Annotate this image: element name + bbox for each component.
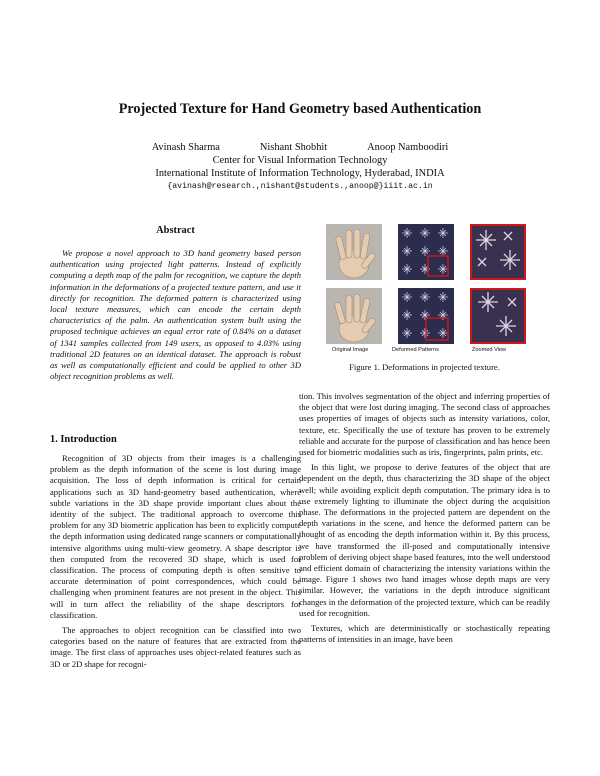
right-column-body bbox=[299, 391, 550, 649]
introduction-body bbox=[50, 453, 301, 674]
zoomed-view-image bbox=[470, 224, 526, 280]
intro-paragraph: Recognition of 3D objects from their images is a challenging problem as the depth information of the scene is lost during image acquisition. The loss of depth information is critical for certain applications such as 3D hand-geometry based authentication, where subtle variations in the 3D shape provide important clues about the identity of the subject. The traditional approach to overcome this problem for any 3D biometric application has been to explicitly compute the depth information using dedicated range scanners or computationally intensive algorithms using multi-view geometry. A shape descriptor is then computed from the recovered 3D shape, which is used for classification. The process of computing depth is often sensitive to accurate determination of point correspondences, which could be challenging when prominent features are not present in the object. This will in turn affect the reliability of the shape descriptors for classification. bbox=[50, 453, 301, 620]
introduction-heading: 1. Introduction bbox=[50, 434, 117, 445]
author-name: Avinash Sharma bbox=[151, 142, 220, 153]
body-paragraph: tion. This involves segmentation of the object and inferring properties of the object that were lost during imaging. The second class of approaches uses properties of images of objects such as intensity variations, color, texture, etc. Specifically the use of texture has proven to be extremely reliable and accurate for the purpose of classification and has hence been used for biometric modalities such as iris, fingerprints, palm prints, etc. bbox=[299, 391, 550, 458]
figure-label: Deformed Patterns bbox=[392, 347, 439, 353]
figure-label: Zoomed View bbox=[472, 347, 507, 353]
zoomed-view-image bbox=[470, 288, 526, 344]
author-emails: {avinash@research.,nishant@students.,anoop@}iiit.ac.in bbox=[167, 182, 433, 191]
paper-title: Projected Texture for Hand Geometry based Authentication bbox=[118, 101, 482, 117]
deformed-pattern-image bbox=[398, 224, 454, 280]
abstract-heading: Abstract bbox=[156, 225, 195, 236]
affiliation-institute: International Institute of Information Technology, Hyderabad, INDIA bbox=[155, 168, 445, 179]
author-name: Nishant Shobhit bbox=[259, 142, 328, 153]
abstract-text: We propose a novel approach to 3D hand geometry based person authentication using projected light patterns. Instead of explicitly computing a depth map of the palm for recognition, we capture the depth information in the deformations of a projected texture pattern, and use it directly for recognition. The deformed pattern is characterized using local texture measures, which can encode the certain depth characteristics of the palm. An authentication system built using the proposed technique achieves an equal error rate of 0.84% on a dataset of 1341 samples collected from 149 users, as opposed to 4.03% using traditional 2D features on an identical dataset. The approach is robust as well as computationally efficient and could be applied to other 3D object recognition problems as well. bbox=[50, 248, 301, 382]
affiliation-center: Center for Visual Information Technology bbox=[212, 155, 388, 166]
author-block bbox=[0, 141, 600, 193]
body-paragraph: In this light, we propose to derive features of the object that are dependent on the depth, thus characterizing the 3D shape of the object well; while avoiding explicit depth computation. The primary idea is to use extremely lighting to illuminate the object during the acquisition phase. The deformations in the projected pattern are dependent on the depth variations in the scene, and hence the deformed pattern can be thought of as encoding the depth information within it. By this process, we have transformed the ill-posed and computationally intensive problem of deriving object shape based features, into the well understood and efficient domain of characterizing the intensity variations within the image. Figure 1 shows two hand images whose depth maps are very similar. However, the variations in the depth introduce significant changes in the deformation of the projected texture, which can be readily used for recognition. bbox=[299, 462, 550, 618]
figure-label: Original Image bbox=[332, 347, 369, 353]
original-hand-image bbox=[326, 288, 382, 344]
body-paragraph: Textures, which are deterministically or stochastically repeating patterns of intensities in an image, have been bbox=[299, 623, 550, 645]
figure-1 bbox=[326, 224, 526, 356]
author-names bbox=[0, 141, 600, 154]
figure-image-grid bbox=[326, 224, 526, 344]
figure-labels bbox=[326, 344, 526, 356]
original-hand-image bbox=[326, 224, 382, 280]
figure-caption: Figure 1. Deformations in projected texture. bbox=[349, 362, 500, 372]
intro-paragraph: The approaches to object recognition can be classified into two categories based on the nature of features that are extracted from the image. The first class of approaches uses object-related features such as 3D or 2D shape for recogni- bbox=[50, 625, 301, 669]
deformed-pattern-image bbox=[398, 288, 454, 344]
author-name: Anoop Namboodiri bbox=[367, 142, 449, 153]
